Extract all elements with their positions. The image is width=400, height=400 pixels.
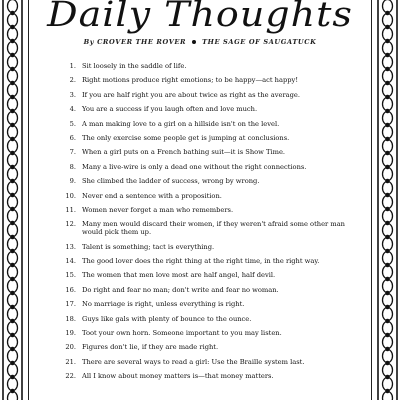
item-number: 13. bbox=[65, 242, 76, 251]
inner-rule-left bbox=[28, 0, 29, 400]
item-text: If you are half right you are about twice as right as the average. bbox=[82, 90, 300, 99]
item-number: 5. bbox=[69, 119, 76, 128]
ornamental-border-right bbox=[374, 0, 400, 400]
item-text: Many a live-wire is only a dead one without the right connections. bbox=[82, 162, 307, 171]
list-item bbox=[62, 91, 362, 99]
item-number: 17. bbox=[65, 300, 76, 309]
list-item bbox=[62, 148, 362, 156]
item-number: 21. bbox=[65, 357, 76, 366]
item-text: The only exercise some people get is jumping at conclusions. bbox=[82, 133, 290, 142]
ornamental-border-left bbox=[0, 0, 26, 400]
item-number: 2. bbox=[69, 76, 76, 85]
item-number: 18. bbox=[65, 314, 76, 323]
byline-epithet: THE SAGE OF SAUGATUCK bbox=[202, 38, 317, 46]
list-item bbox=[62, 220, 362, 236]
item-text: Do right and fear no man; don't write and fear no woman. bbox=[82, 285, 279, 294]
item-number: 3. bbox=[69, 90, 76, 99]
item-text: Never end a sentence with a proposition. bbox=[82, 191, 222, 200]
list-item bbox=[62, 315, 362, 323]
item-text: Sit loosely in the saddle of life. bbox=[82, 62, 187, 70]
item-text: Talent is something; tact is everything. bbox=[82, 242, 215, 251]
item-number: 16. bbox=[65, 285, 76, 294]
list-item bbox=[62, 177, 362, 185]
list-item bbox=[62, 358, 362, 366]
list-item bbox=[62, 329, 362, 337]
item-number: 9. bbox=[69, 177, 76, 186]
item-text: Guys like gals with plenty of bounce to the ounce. bbox=[82, 314, 252, 323]
item-number: 14. bbox=[65, 257, 76, 266]
item-text: Figures don't lie, if they are made right. bbox=[82, 343, 219, 352]
list-item bbox=[62, 271, 362, 279]
item-text: She climbed the ladder of success, wrong by wrong. bbox=[82, 177, 260, 186]
list-item bbox=[62, 243, 362, 251]
item-number: 22. bbox=[65, 372, 76, 381]
list-item bbox=[62, 163, 362, 171]
item-text: You are a success if you laugh often and love much. bbox=[82, 105, 258, 114]
item-number: 4. bbox=[69, 105, 76, 114]
bullet-icon bbox=[192, 40, 196, 44]
item-text: There are several ways to read a girl: Use the Braille system last. bbox=[82, 357, 305, 366]
list-item bbox=[62, 192, 362, 200]
list-item bbox=[62, 76, 362, 84]
list-item bbox=[62, 62, 362, 70]
item-number: 8. bbox=[69, 162, 76, 171]
item-number: 15. bbox=[65, 271, 76, 280]
item-text: Many men would discard their women, if they weren't afraid some other man would pick them up. bbox=[82, 220, 345, 237]
inner-rule-right bbox=[371, 0, 372, 400]
list-item bbox=[62, 105, 362, 113]
list-item bbox=[62, 372, 362, 380]
item-text: All I know about money matters is—that money matters. bbox=[82, 372, 274, 381]
byline-author: By CROVER THE ROVER bbox=[83, 38, 187, 46]
list-item bbox=[62, 343, 362, 351]
item-number: 11. bbox=[65, 205, 76, 214]
item-text: Toot your own horn. Someone important to you may listen. bbox=[82, 329, 282, 338]
list-item bbox=[62, 286, 362, 294]
item-text: No marriage is right, unless everything is right. bbox=[82, 300, 245, 309]
item-text: The women that men love most are half angel, half devil. bbox=[82, 271, 276, 280]
thought-list bbox=[62, 62, 362, 387]
item-text: The good lover does the right thing at the right time, in the right way. bbox=[82, 257, 320, 266]
item-number: 20. bbox=[65, 343, 76, 352]
list-item bbox=[62, 206, 362, 214]
item-number: 1. bbox=[69, 62, 76, 70]
byline bbox=[0, 38, 400, 46]
item-number: 7. bbox=[69, 148, 76, 157]
list-item bbox=[62, 134, 362, 142]
item-number: 6. bbox=[69, 133, 76, 142]
page-title: Daily Thoughts bbox=[47, 0, 353, 35]
item-number: 19. bbox=[65, 329, 76, 338]
item-text: Right motions produce right emotions; to be happy—act happy! bbox=[82, 76, 299, 85]
item-number: 10. bbox=[65, 191, 76, 200]
list-item bbox=[62, 300, 362, 308]
item-text: A man making love to a girl on a hillside isn't on the level. bbox=[82, 119, 280, 128]
list-item bbox=[62, 257, 362, 265]
list-item bbox=[62, 120, 362, 128]
item-text: When a girl puts on a French bathing suit—it is Show Time. bbox=[82, 148, 286, 157]
item-text: Women never forget a man who remembers. bbox=[82, 205, 234, 214]
item-number: 12. bbox=[65, 220, 76, 229]
